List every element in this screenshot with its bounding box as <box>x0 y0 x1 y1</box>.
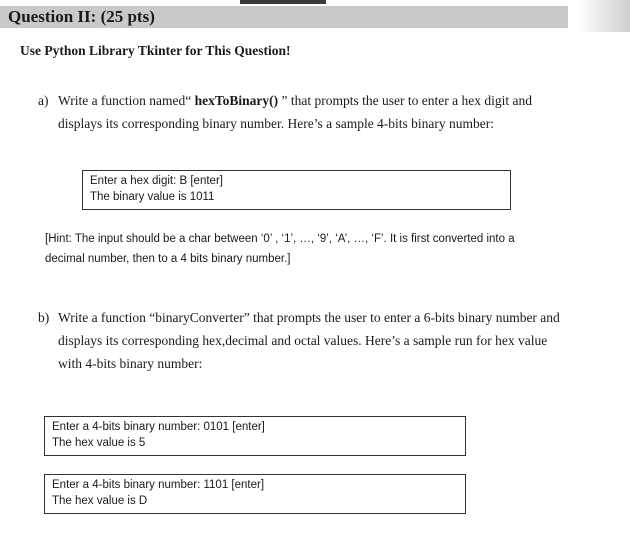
part-b-marker: b) <box>38 310 50 325</box>
part-a-line-1-post: ” that prompts the user to enter a hex digit and <box>278 93 532 108</box>
part-b-line-3: with 4-bits binary number: <box>58 356 203 371</box>
hint-line-1: [Hint: The input should be a char between ‘0’ , ‘1’, …, ‘9’, ‘A’, …, ‘F’. It is first converted into a <box>45 233 515 245</box>
sample-a-line-1: Enter a hex digit: B [enter] <box>90 175 223 187</box>
page-edge-shadow <box>578 0 630 32</box>
part-b-line-2: displays its corresponding hex,decimal and octal values. Here’s a sample run for hex value <box>58 333 548 348</box>
sample-run-box-b2 <box>44 474 466 514</box>
question-subtitle: Use Python Library Tkinter for This Question! <box>20 43 291 58</box>
sample-b2-line-2: The hex value is D <box>52 495 148 507</box>
sample-a-line-2: The binary value is 1011 <box>90 191 215 203</box>
sample-b1-line-2: The hex value is 5 <box>52 437 146 449</box>
hint-line-2: decimal number, then to a 4 bits binary number.] <box>45 253 291 265</box>
sample-b1-line-1: Enter a 4-bits binary number: 0101 [enter] <box>52 421 265 433</box>
question-title: Question II: (25 pts) <box>8 7 155 26</box>
top-edge-bar <box>240 0 326 4</box>
part-b-line-1: Write a function “binaryConverter” that prompts the user to enter a 6-bits binary number and <box>58 310 560 325</box>
part-a-line-1 <box>58 93 532 109</box>
part-a-line-1-pre: Write a function named“ <box>58 93 195 108</box>
sample-run-box-b1 <box>44 416 466 456</box>
part-a-line-2: displays its corresponding binary number. Here’s a sample 4-bits binary number: <box>58 116 495 131</box>
sample-run-box-a <box>82 170 511 210</box>
part-a-marker: a) <box>38 93 49 108</box>
sample-b2-line-1: Enter a 4-bits binary number: 1101 [enter] <box>52 479 265 491</box>
function-name-hexToBinary: hexToBinary() <box>194 93 279 108</box>
